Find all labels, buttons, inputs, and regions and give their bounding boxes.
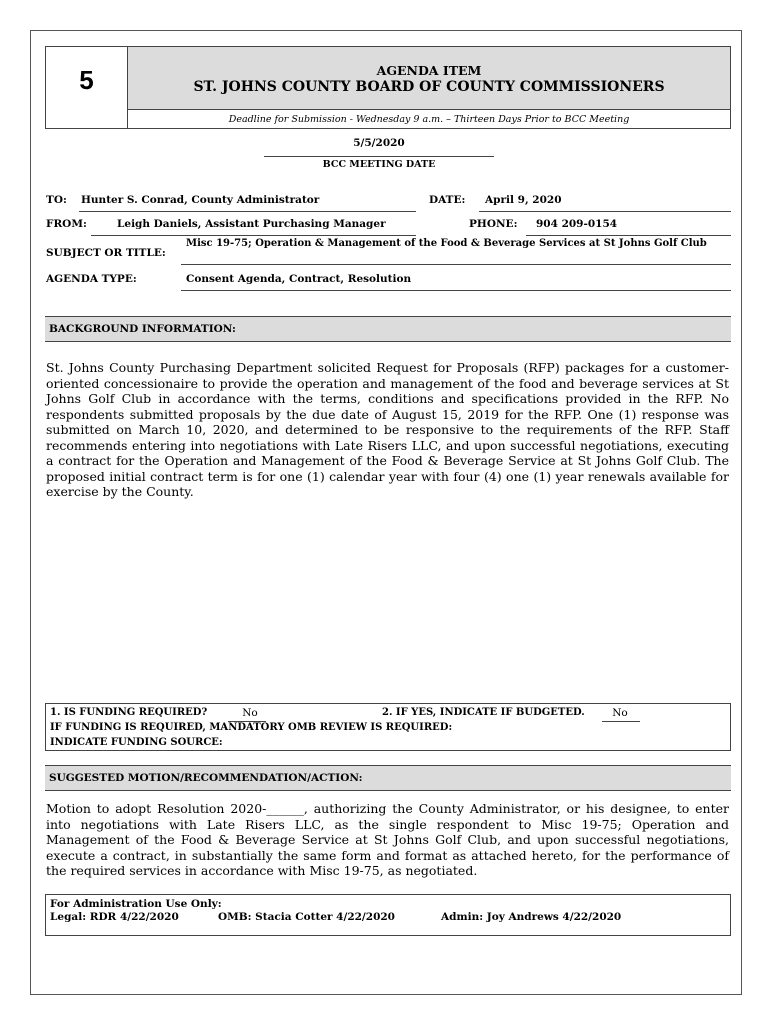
agenda-type-rule	[181, 290, 731, 291]
title-line-1: AGENDA ITEM	[376, 63, 482, 78]
background-text: St. Johns County Purchasing Department solicited Request for Proposals (RFP) packages for a customer-oriented concessionaire to provide the operation and management of the food and beverage services at St Johns Golf Club in accordance with the terms, conditions and specifications provided in the RFP. No respondents submitted proposals by the due date of August 15, 2019 for the RFP. One (1) response was submitted on March 10, 2020, and determined to be responsive to the requirements of the RFP. Staff recommends entering into negotiations with Late Risers LLC, and upon successful negotiations, executing a contract for the Operation and Management of the Food & Beverage Service at St Johns Golf Club. The proposed initial contract term is for one (1) calendar year with four (4) one (1) year renewals available for exercise by the County.	[46, 360, 729, 499]
funding-required-label: 1. IS FUNDING REQUIRED?	[50, 707, 208, 718]
from-value: Leigh Daniels, Assistant Purchasing Manager	[117, 218, 386, 230]
date-label: DATE:	[429, 194, 466, 206]
agenda-type-label: AGENDA TYPE:	[46, 273, 137, 285]
admin-legal: Legal: RDR 4/22/2020	[50, 911, 179, 923]
budgeted-rule	[602, 721, 640, 722]
to-value: Hunter S. Conrad, County Administrator	[81, 194, 320, 206]
subject-value: Misc 19-75; Operation & Management of the Food & Beverage Services at St Johns Golf Club	[186, 238, 707, 249]
agenda-item-number: 5	[46, 47, 128, 128]
meeting-date-rule	[264, 156, 494, 157]
subject-rule	[181, 264, 731, 265]
date-rule	[479, 211, 731, 212]
phone-label: PHONE:	[469, 218, 518, 230]
meeting-date: 5/5/2020	[353, 137, 405, 149]
motion-text: Motion to adopt Resolution 2020-______, authorizing the County Administrator, or his designee, to enter into negotiations with Late Risers LLC, as the single respondent to Misc 19-75; Operation and Management of the Food & Beverage Service at St Johns Golf Club, and upon successful negotiations, execute a contract, in substantially the same form and format as attached hereto, for the performance of the required services in accordance with Misc 19-75, as negotiated.	[46, 801, 729, 878]
funding-required-value: No	[242, 707, 258, 719]
from-rule	[91, 235, 416, 236]
admin-omb: OMB: Stacia Cotter 4/22/2020	[218, 911, 395, 923]
budgeted-value: No	[612, 707, 628, 719]
title-line-2: ST. JOHNS COUNTY BOARD OF COUNTY COMMISSIONERS	[193, 79, 665, 95]
motion-heading: SUGGESTED MOTION/RECOMMENDATION/ACTION:	[45, 765, 731, 791]
date-value: April 9, 2020	[485, 194, 562, 206]
to-label: TO:	[46, 194, 67, 206]
from-label: FROM:	[46, 218, 87, 230]
admin-approver: Admin: Joy Andrews 4/22/2020	[441, 911, 622, 923]
phone-rule	[526, 235, 731, 236]
meeting-date-label: BCC MEETING DATE	[322, 159, 436, 170]
phone-value: 904 209-0154	[536, 218, 618, 230]
omb-review-line: IF FUNDING IS REQUIRED, MANDATORY OMB REVIEW IS REQUIRED:	[50, 722, 453, 733]
admin-box	[45, 894, 731, 936]
agenda-type-value: Consent Agenda, Contract, Resolution	[186, 273, 412, 285]
funding-box	[45, 703, 731, 751]
agenda-form	[30, 30, 742, 995]
budgeted-label: 2. IF YES, INDICATE IF BUDGETED.	[382, 707, 585, 718]
background-heading: BACKGROUND INFORMATION:	[45, 316, 731, 342]
deadline-note: Deadline for Submission - Wednesday 9 a.m. – Thirteen Days Prior to BCC Meeting	[228, 114, 630, 125]
header-title	[128, 47, 730, 110]
admin-label: For Administration Use Only:	[50, 898, 222, 910]
header-box	[45, 46, 731, 129]
subject-label: SUBJECT OR TITLE:	[46, 247, 166, 259]
to-rule	[79, 211, 416, 212]
funding-source-line: INDICATE FUNDING SOURCE:	[50, 737, 223, 748]
